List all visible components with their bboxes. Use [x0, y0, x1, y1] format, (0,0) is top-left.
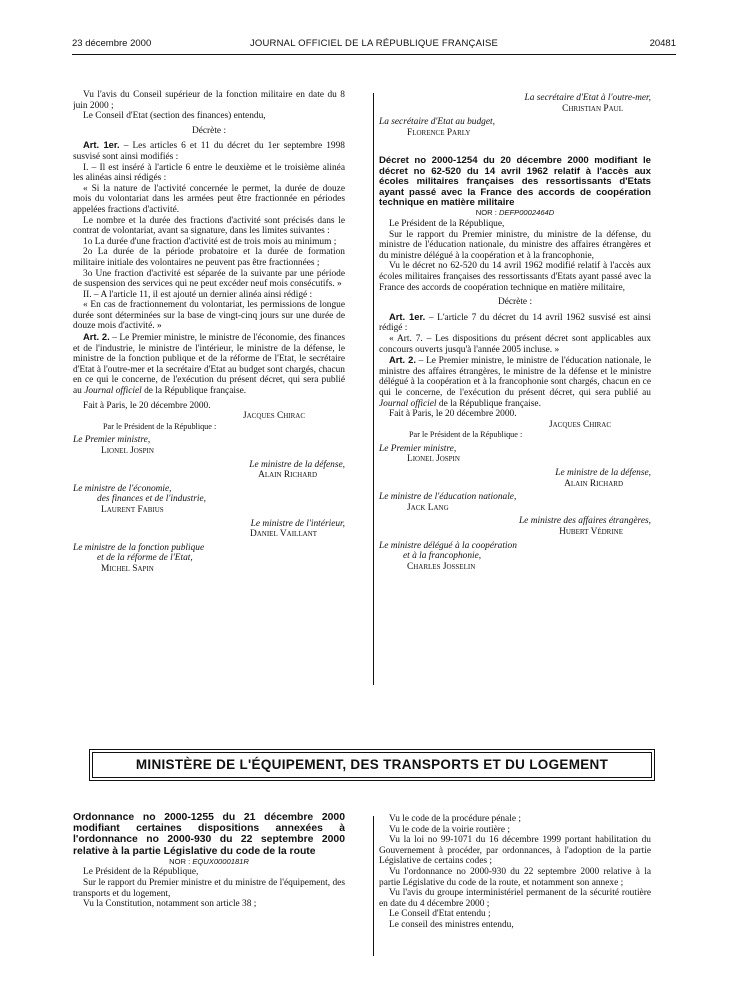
signature-role: Le Premier ministre,	[73, 435, 151, 446]
signature-role-cont: des finances et de l'industrie,	[97, 494, 207, 505]
left-art2-text: – Le Premier ministre, le ministre de l'économie, des finances et de l'industrie, le ministre de l'intérieur, le ministre de la défense, le ministre de la fonction publique et de la réforme de l'Etat, le secrétaire d'Etat à l'outre-mer et la secrétaire d'Etat au budget sont chargés, chacun en ce qui le concerne, de l'exécution du présent décret, qui sera publié au	[73, 333, 345, 397]
signature-entry	[73, 484, 345, 516]
left-p6: 1o La durée d'une fraction d'activité est de trois mois au minimum ;	[83, 236, 337, 247]
signature-name: Jack Lang	[407, 502, 449, 513]
signature-entry	[379, 117, 651, 138]
left-p5: Le nombre et la durée des fractions d'activité sont précisés dans le contrat de volontariat, avant sa signature, dans les limites suivantes :	[73, 215, 345, 237]
right-decrete: Décrète :	[497, 297, 533, 308]
bottom-right-p7: Le conseil des ministres entendu,	[389, 919, 514, 930]
ordonnance-nor-value: EQUX0000181R	[192, 856, 249, 866]
signature-name: Alain Richard	[258, 470, 317, 481]
ordonnance-nor-label: NOR :	[169, 856, 193, 866]
right-art2-jo: Journal officiel	[379, 398, 437, 409]
left-art2-jo: Journal officiel	[84, 386, 142, 397]
left-p10: « En cas de fractionnement du volontariat, les permissions de longue durée sont déterminées sur la base de vingt-cinq jours sur une durée de douze mois d'activité. »	[73, 300, 345, 332]
signature-role: Le ministre de l'éducation nationale,	[379, 492, 517, 503]
signature-entry	[379, 93, 651, 114]
signature-name: Alain Richard	[564, 478, 623, 489]
signature-role: Le ministre de l'économie,	[73, 483, 172, 494]
signature-name: Daniel Vaillant	[249, 529, 317, 540]
bottom-left-p3: Vu la Constitution, notamment son article 38 ;	[83, 899, 257, 910]
right-p4: « Art. 7. – Les dispositions du présent décret sont applicables aux concours ouverts jusqu'à l'année 2005 incluse. »	[379, 333, 651, 355]
bottom-right-p5: Vu l'avis du groupe interministériel permanent de la sécurité routière en date du 4 décembre 2000 ;	[379, 888, 651, 909]
left-par-le-president: Par le Président de la République :	[103, 421, 217, 431]
signature-entry	[379, 444, 651, 465]
right-art1	[379, 312, 651, 334]
bottom-right-column	[379, 814, 651, 964]
left-art2-end: de la République française.	[141, 386, 247, 397]
signature-role-cont: et à la francophonie,	[403, 551, 482, 562]
ordonnance-title: Ordonnance no 2000-1255 du 21 décembre 2000 modifiant certaines dispositions annexées à l'ordonnance no 2000-930 du 22 septembre 2000 relative à la partie Législative du code de la route	[73, 812, 345, 857]
column-divider-bottom	[373, 816, 374, 956]
left-p9: II. – A l'article 11, il est ajouté un dernier alinéa ainsi rédigé :	[83, 289, 313, 300]
signature-entry	[379, 516, 651, 537]
left-p3: I. – Il est inséré à l'article 6 entre le deuxième et le troisième alinéa les alinéas ainsi rédigés :	[73, 162, 345, 184]
right-signatures-top	[379, 93, 651, 138]
right-p2: Sur le rapport du Premier ministre, du ministre de la défense, du ministre de l'éducation nationale, du ministre des affaires étrangères et du ministre délégué à la coopération et à la francophonie,	[379, 229, 651, 261]
signature-role: Le ministre de la fonction publique	[73, 542, 205, 553]
signature-name: Charles Josselin	[407, 561, 476, 572]
right-par-le-president: Par le Président de la République :	[409, 430, 523, 440]
left-p8: 3o Une fraction d'activité est séparée de la suivante par une période de suspension des services qui ne peut excéder neuf mois consécutifs. »	[73, 268, 345, 290]
signature-role-cont: et de la réforme de l'Etat,	[97, 553, 193, 564]
bottom-left-column	[73, 812, 345, 962]
right-column	[379, 90, 651, 690]
signature-role: Le Premier ministre,	[379, 443, 457, 454]
decree-nor	[379, 208, 651, 219]
bottom-right-p4: Vu l'ordonnance no 2000-930 du 22 septembre 2000 relative à la partie Législative du code de la route, et notamment son annexe ;	[379, 866, 651, 888]
right-art2-text: – Le Premier ministre, le ministre de l'éducation nationale, le ministre des affaires étrangères, le ministre de la défense et le ministre délégué à la coopération et à la francophonie sont chargés, chacun en ce qui le concerne, de l'exécution du présent décret, qui sera publié au	[379, 356, 651, 398]
right-art2-label: Art. 2.	[389, 354, 416, 366]
header-title: JOURNAL OFFICIEL DE LA RÉPUBLIQUE FRANÇAISE	[249, 38, 499, 49]
left-p4: « Si la nature de l'activité concernée le permet, la durée de douze mois du volontariat dans les armées peut être fractionnée en périodes appelées fractions d'activité.	[73, 183, 345, 215]
left-art1	[73, 140, 345, 162]
right-art2-end: de la République française.	[436, 398, 541, 409]
right-signer: Jacques Chirac	[548, 419, 611, 430]
signature-entry	[379, 541, 651, 573]
left-p7: 2o La durée de la période probatoire et la durée de formation militaire initiale des volontaires ne peuvent pas être fractionnées ;	[73, 247, 345, 268]
signature-entry	[379, 492, 651, 513]
left-column	[73, 90, 345, 690]
signature-role: Le ministre de l'intérieur,	[250, 518, 345, 529]
decree-nor-value: DEFP0002464D	[498, 208, 555, 218]
signature-name: Lionel Jospin	[101, 446, 154, 456]
left-art1-label: Art. 1er.	[83, 139, 120, 151]
header-page-number: 20481	[649, 38, 676, 49]
signature-name: Florence Parly	[407, 127, 471, 138]
signature-role: Le ministre de la défense,	[249, 459, 345, 470]
bottom-right-p6: Le Conseil d'Etat entendu ;	[389, 909, 491, 920]
bottom-left-p1: Le Président de la République,	[83, 867, 199, 878]
bottom-right-p1: Vu le code de la procédure pénale ;	[389, 814, 521, 824]
bottom-left-p2: Sur le rapport du Premier ministre et du ministre de l'équipement, des transports et du logement,	[73, 878, 345, 899]
left-signer: Jacques Chirac	[242, 411, 305, 422]
left-decrete: Décrète :	[191, 125, 227, 136]
page-header	[72, 38, 676, 55]
right-fait: Fait à Paris, le 20 décembre 2000.	[389, 409, 517, 420]
decree-title: Décret no 2000-1254 du 20 décembre 2000 modifiant le décret no 62-520 du 14 avril 1962 relatif à l'accès aux écoles militaires françaises des ressortissants d'Etats ayant passé avec la France des accords de coopération technique en matière militaire	[379, 155, 651, 208]
signature-entry	[379, 468, 651, 489]
header-date: 23 décembre 2000	[72, 38, 152, 49]
left-art2-label: Art. 2.	[83, 331, 110, 343]
left-art1-text: – Les articles 6 et 11 du décret du 1er septembre 1998 susvisé sont ainsi modifiés :	[73, 141, 345, 162]
signature-role: Le ministre délégué à la coopération	[379, 540, 517, 551]
decree-nor-label: NOR :	[475, 208, 499, 218]
ordonnance-nor	[73, 857, 345, 868]
column-divider-top	[373, 93, 374, 685]
bottom-right-p3: Vu la loi no 99-1071 du 16 décembre 1999 portant habilitation du Gouvernement à procéder, par ordonnances, à l'adoption de la partie Législative de certains codes ;	[379, 835, 651, 867]
right-signatures	[379, 444, 651, 573]
signature-role: La secrétaire d'Etat au budget,	[379, 117, 495, 128]
left-p2: Le Conseil d'Etat (section des finances) entendu,	[83, 111, 266, 122]
signature-name: Michel Sapin	[101, 563, 154, 574]
left-p1: Vu l'avis du Conseil supérieur de la fonction militaire en date du 8 juin 2000 ;	[73, 90, 345, 111]
left-fait: Fait à Paris, le 20 décembre 2000.	[83, 400, 211, 411]
ministry-banner: MINISTÈRE DE L'ÉQUIPEMENT, DES TRANSPORTS ET DU LOGEMENT	[92, 752, 652, 778]
signature-name: Hubert Védrine	[559, 527, 623, 538]
signature-entry	[73, 543, 345, 575]
right-art1-text: – L'article 7 du décret du 14 avril 1962 susvisé est ainsi rédigé :	[379, 312, 651, 334]
left-signatures	[73, 435, 345, 574]
signature-name: Christian Paul	[562, 103, 623, 114]
right-art1-label: Art. 1er.	[389, 310, 426, 322]
signature-role: La secrétaire d'Etat à l'outre-mer,	[524, 93, 651, 103]
signature-name: Laurent Fabius	[101, 504, 164, 515]
left-art2	[73, 332, 345, 397]
right-art2	[379, 355, 651, 409]
right-p1: Le Président de la République,	[389, 219, 505, 229]
right-p3: Vu le décret no 62-520 du 14 avril 1962 modifié relatif à l'accès aux écoles militaires françaises des ressortissants d'Etats ayant passé avec la France des accords de coopération technique en matière militaire,	[379, 261, 651, 293]
signature-role: Le ministre des affaires étrangères,	[518, 516, 651, 527]
signature-role: Le ministre de la défense,	[555, 468, 651, 479]
signature-name: Lionel Jospin	[407, 454, 460, 465]
bottom-right-p2: Vu le code de la voirie routière ;	[389, 824, 510, 835]
signature-entry	[73, 435, 345, 456]
signature-entry	[73, 519, 345, 540]
signature-entry	[73, 460, 345, 481]
